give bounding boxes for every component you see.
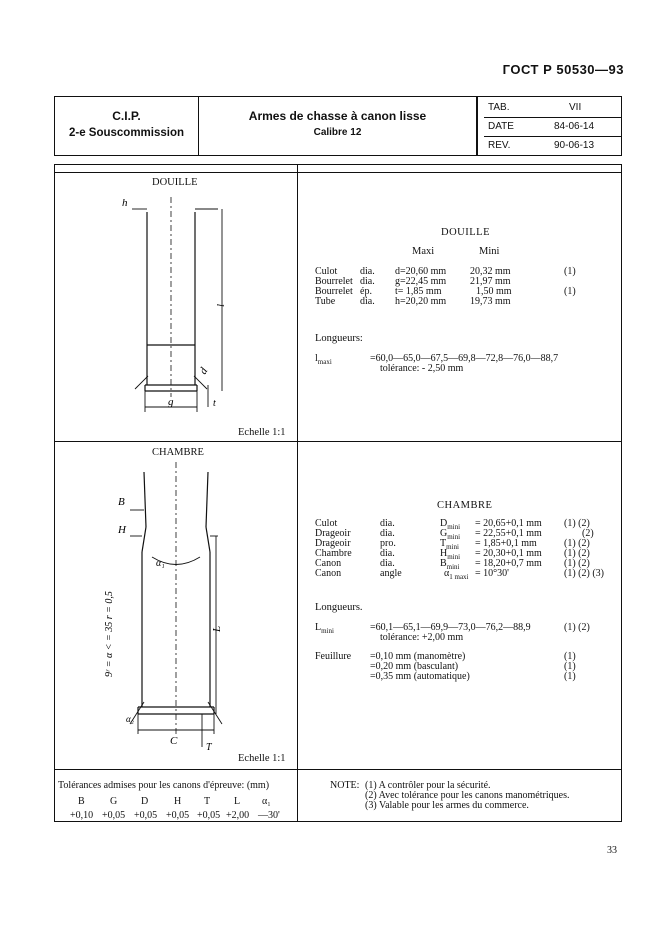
chambre-scale: Echelle 1:1 xyxy=(238,753,286,764)
row-mini: 21,97 mm xyxy=(470,276,511,287)
douille-col-mini: Mini xyxy=(479,246,500,257)
caliber: Calibre 12 xyxy=(313,127,362,138)
tol-head: T xyxy=(204,796,211,807)
row-maxi: d=20,60 mm xyxy=(395,266,447,277)
header-meta-cell xyxy=(478,97,621,155)
row-name: Chambre xyxy=(315,548,352,559)
chambre-lmini-values: =60,1—65,1—69,9—73,0—76,2—88,9 xyxy=(370,622,531,633)
note-label: NOTE: xyxy=(330,780,360,791)
row-name: Bourrelet xyxy=(315,276,353,287)
meta-row-rev xyxy=(484,137,621,155)
symbol-sub: mini xyxy=(446,563,460,571)
douille-longueurs-label: Longueurs: xyxy=(315,333,363,344)
tol-value: +0,05 xyxy=(134,810,158,821)
douille-label-l: l xyxy=(215,303,227,307)
symbol-sub: mini xyxy=(447,523,461,531)
chambre-label-C: C xyxy=(170,735,178,747)
row-kind: dia. xyxy=(360,296,375,307)
row-value: = 20,30+0,1 mm xyxy=(475,548,542,559)
douille-scale: Echelle 1:1 xyxy=(238,427,286,438)
tol-head: H xyxy=(174,796,182,807)
row-kind: dia. xyxy=(380,528,395,539)
meta-row-tab xyxy=(484,99,621,118)
feuillure-value: =0,35 mm (automatique) xyxy=(370,671,470,682)
note-item: (2) Avec tolérance pour les canons manométriques. xyxy=(365,790,570,801)
tol-head: L xyxy=(234,796,241,807)
row-kind: angle xyxy=(380,568,402,579)
row-name: Culot xyxy=(315,266,338,277)
row-kind: ép. xyxy=(360,286,372,297)
header-box xyxy=(54,96,622,156)
meta-value: 90-06-13 xyxy=(554,140,595,151)
chambre-lmini-label xyxy=(315,622,334,635)
meta-label: TAB. xyxy=(488,102,510,113)
chambre-label-T: T xyxy=(206,742,212,752)
chambre-label-L: L xyxy=(211,625,223,632)
douille-label-g: g xyxy=(168,396,174,408)
frame-inner-top-line xyxy=(54,172,622,173)
symbol: B xyxy=(440,558,447,569)
column-divider xyxy=(297,164,298,821)
row-kind: dia. xyxy=(380,558,395,569)
symbol: D xyxy=(440,518,448,529)
row-name: Canon xyxy=(315,568,342,579)
row-value: = 22,55+0,1 mm xyxy=(475,528,542,539)
row-mini: 20,32 mm xyxy=(470,266,511,277)
row-value: = 1,85+0,1 mm xyxy=(475,538,537,549)
feuillure-note: (1) xyxy=(564,661,576,672)
tol-head: G xyxy=(110,796,118,807)
row-name: Tube xyxy=(315,296,336,307)
row-value: = 18,20+0,7 mm xyxy=(475,558,542,569)
chambre-label-a2: α₂ xyxy=(126,714,134,724)
symbol: G xyxy=(440,528,448,539)
row-mini: 19,73 mm xyxy=(470,296,511,307)
row-name: Culot xyxy=(315,518,338,529)
row-kind: dia. xyxy=(380,548,395,559)
feuillure-value: =0,10 mm (manomètre) xyxy=(370,651,466,662)
lmaxi-subscript: maxi xyxy=(317,358,332,366)
meta-value: VII xyxy=(569,102,582,113)
footer-divider xyxy=(54,769,622,770)
douille-tolerance: tolérance: - 2,50 mm xyxy=(380,363,464,374)
tol-value: +0,10 xyxy=(70,810,94,821)
chambre-label-a1: α₁ xyxy=(156,558,165,569)
tol-value: +0,05 xyxy=(166,810,190,821)
meta-value: 84-06-14 xyxy=(554,121,595,132)
lmini-symbol: L xyxy=(315,622,322,633)
chambre-drawing xyxy=(90,462,270,752)
lmini-subscript: mini xyxy=(321,627,334,635)
org-name: C.I.P. xyxy=(112,109,141,123)
row-maxi: h=20,20 mm xyxy=(395,296,447,307)
symbol-sub: mini xyxy=(447,533,461,541)
note-item: (1) A contrôler pour la sécurité. xyxy=(365,780,491,791)
row-note: (1) xyxy=(564,286,576,297)
feuillure-label: Feuillure xyxy=(315,651,352,662)
row-note: (1) xyxy=(564,266,576,277)
tol-head: α₁ xyxy=(262,796,271,807)
douille-col-maxi: Maxi xyxy=(412,246,435,257)
douille-label-h: h xyxy=(122,197,128,209)
chambre-spec-title: CHAMBRE xyxy=(437,500,493,511)
symbol-sub: mini xyxy=(446,543,459,551)
row-notes: (1) (2) xyxy=(564,548,590,559)
symbol-sub: 1 maxi xyxy=(449,573,469,581)
row-maxi: g=22,45 mm xyxy=(395,276,447,287)
chambre-longueurs-label: Longueurs. xyxy=(315,602,363,613)
row-notes: (1) (2) (3) xyxy=(564,568,604,579)
row-name: Canon xyxy=(315,558,342,569)
feuillure-note: (1) xyxy=(564,671,576,682)
row-kind: dia. xyxy=(360,266,375,277)
douille-lmaxi-label xyxy=(315,353,332,366)
row-notes: (1) (2) xyxy=(564,558,590,569)
row-name: Bourrelet xyxy=(315,286,353,297)
douille-label-d: d xyxy=(197,365,211,377)
row-name: Drageoir xyxy=(315,528,351,539)
row-notes: (1) (2) xyxy=(564,518,590,529)
tol-value: +0,05 xyxy=(102,810,126,821)
row-value: = 20,65+0,1 mm xyxy=(475,518,542,529)
document-title: Armes de chasse à canon lisse xyxy=(248,109,427,123)
douille-label-t: t xyxy=(213,398,216,409)
chambre-label-B: B xyxy=(118,496,125,508)
row-kind: pro. xyxy=(380,538,396,549)
note-item: (3) Valable pour les armes du commerce. xyxy=(365,800,529,811)
chambre-tolerance: tolérance: +2,00 mm xyxy=(380,632,464,643)
tol-value: +0,05 xyxy=(197,810,221,821)
douille-spec-title: DOUILLE xyxy=(441,227,490,238)
sub-commission: 2-e Souscommission xyxy=(68,127,185,139)
douille-lmaxi-values: =60,0—65,0—67,5—69,8—72,8—76,0—88,7 xyxy=(370,353,559,364)
row-name: Drageoir xyxy=(315,538,351,549)
row-kind: dia. xyxy=(360,276,375,287)
douille-drawing xyxy=(110,192,260,417)
chambre-drawing-title: CHAMBRE xyxy=(152,447,204,458)
symbol: H xyxy=(440,548,448,559)
row-mini: 1,50 mm xyxy=(476,286,512,297)
row-notes: (2) xyxy=(582,528,594,539)
lmaxi-symbol: l xyxy=(315,353,318,364)
row-symbol xyxy=(444,568,469,581)
meta-label: DATE xyxy=(488,121,514,132)
symbol: α xyxy=(444,568,450,579)
symbol-sub: mini xyxy=(447,553,461,561)
symbol: T xyxy=(440,538,447,549)
tol-head: D xyxy=(141,796,149,807)
header-org-cell xyxy=(55,97,199,155)
douille-drawing-title: DOUILLE xyxy=(152,177,198,188)
section-divider xyxy=(54,441,622,442)
tol-value: +2,00 xyxy=(226,810,250,821)
tol-value: —30' xyxy=(258,810,280,821)
chambre-label-H: H xyxy=(118,524,126,536)
header-title-cell xyxy=(199,97,478,155)
row-kind: dia. xyxy=(380,518,395,529)
chambre-side-note: 9ʳ = α < = 35 r = 0,5 xyxy=(104,591,115,677)
meta-row-date xyxy=(484,118,621,137)
row-value: = 10°30' xyxy=(475,568,509,579)
tolerances-title: Tolérances admises pour les canons d'épreuve: (mm) xyxy=(58,780,270,791)
tol-head: B xyxy=(78,796,85,807)
row-notes: (1) (2) xyxy=(564,538,590,549)
feuillure-value: =0,20 mm (basculant) xyxy=(370,661,459,672)
standard-number: ГОСТ Р 50530—93 xyxy=(502,62,624,77)
row-maxi: t= 1,85 mm xyxy=(395,286,442,297)
chambre-lmini-notes: (1) (2) xyxy=(564,622,590,633)
meta-label: REV. xyxy=(488,140,511,151)
feuillure-note: (1) xyxy=(564,651,576,662)
page-number: 33 xyxy=(607,845,617,856)
